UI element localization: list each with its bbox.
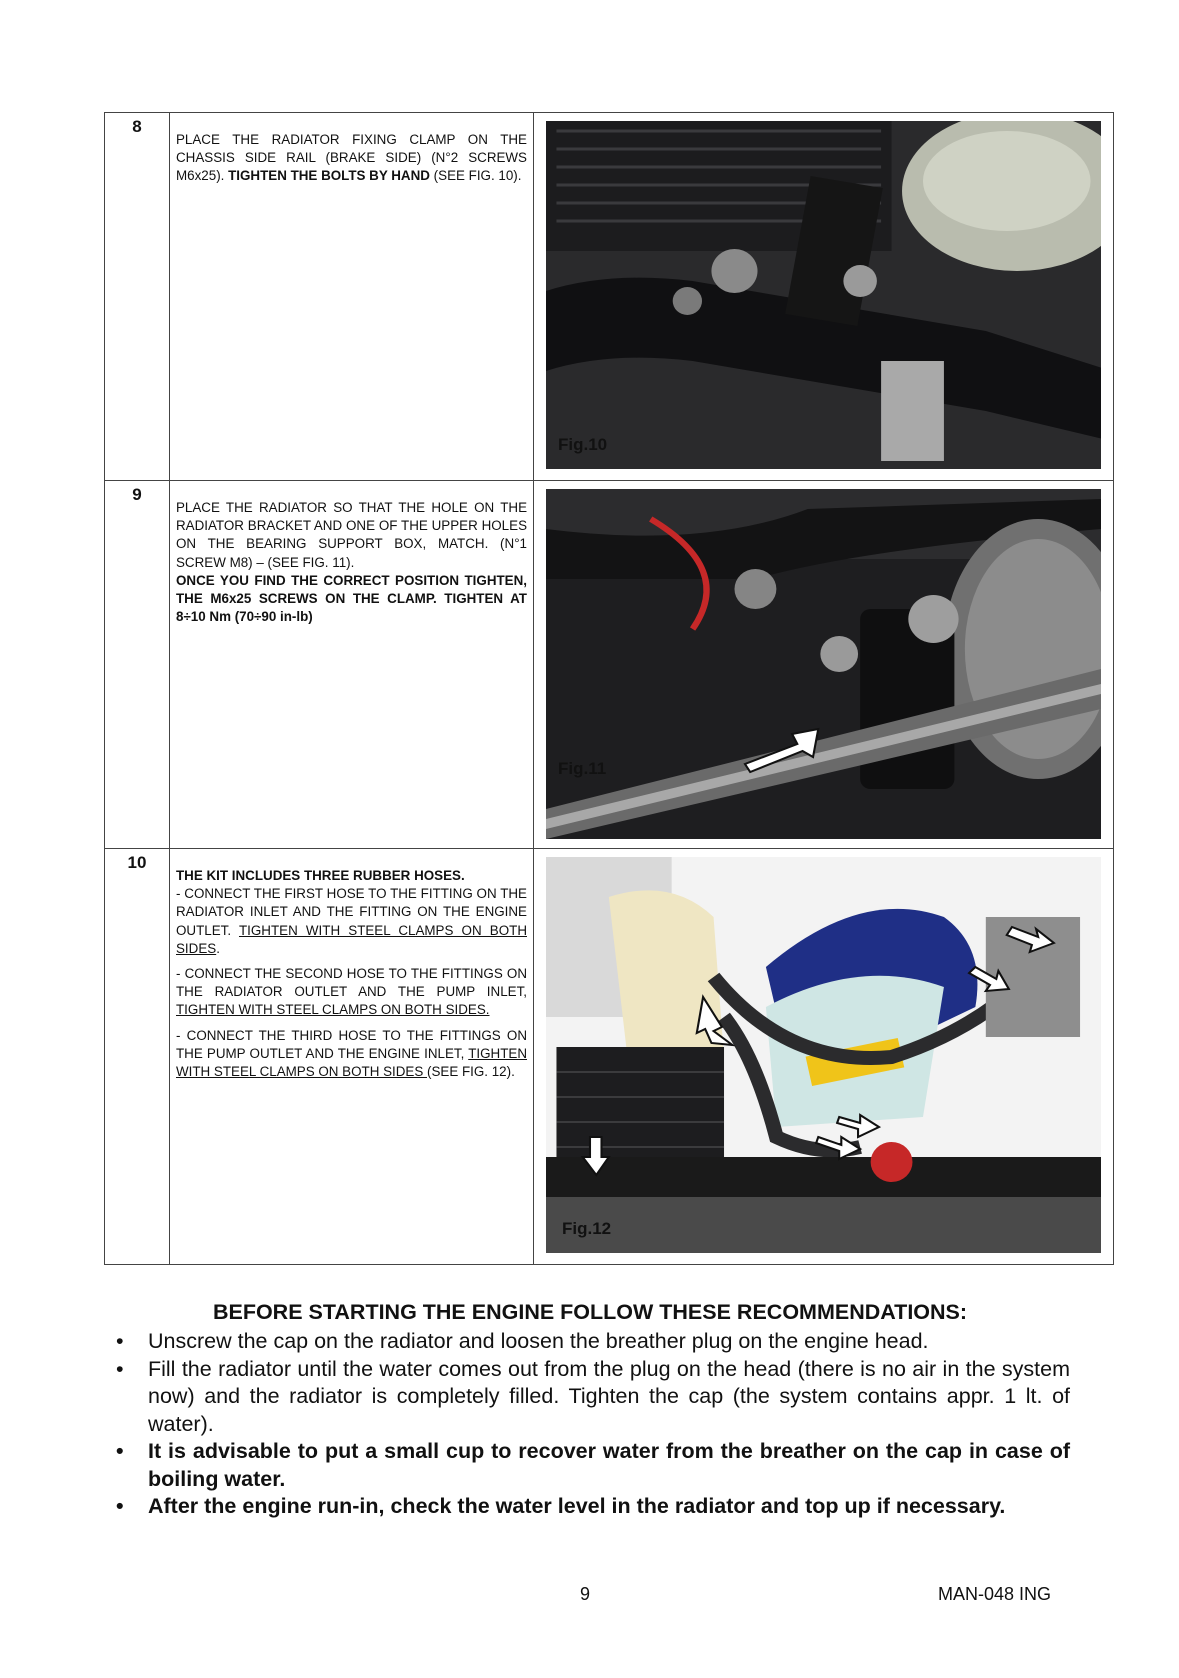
step-instructions — [170, 481, 534, 849]
step-10-fig-ref: (SEE FIG. 12). — [427, 1064, 515, 1080]
step-9-paragraph-2 — [176, 572, 527, 627]
bearing-support-image — [546, 489, 1101, 839]
step-8-bold-text: TIGHTEN THE BOLTS BY HAND — [228, 168, 430, 184]
list-item-text: After the engine run-in, check the water level in the radiator and top up if necessary. — [148, 1494, 1006, 1518]
list-item-text: It is advisable to put a small cup to recover water from the breather on the cap in case of boiling water. — [148, 1439, 1070, 1491]
step-9-paragraph-1: PLACE THE RADIATOR SO THAT THE HOLE ON THE RADIATOR BRACKET AND ONE OF THE UPPER HOLES ON THE BEARING SUPPORT BOX, MATCH. (N°1 SCREW M8) – (SEE FIG. 11). — [176, 500, 527, 570]
step-9-bold-text: ONCE YOU FIND THE CORRECT POSITION TIGHTEN, THE M6x25 SCREWS ON THE CLAMP. TIGHTEN AT 8÷10 Nm (70÷90 in-lb) — [176, 572, 527, 625]
step-instructions — [170, 113, 534, 481]
fig-12-photo — [546, 857, 1101, 1253]
bullet-icon: • — [116, 1439, 124, 1463]
step-row-10 — [105, 849, 1114, 1265]
step-row-8 — [105, 113, 1114, 481]
list-item — [104, 1328, 1070, 1356]
step-photo-cell — [534, 481, 1114, 849]
steps-table — [104, 112, 1114, 1265]
list-item-text: Unscrew the cap on the radiator and loosen the breather plug on the engine head. — [148, 1329, 929, 1353]
step-photo-cell — [534, 113, 1114, 481]
step-10-period: . — [216, 940, 220, 956]
step-10-underlined-a: TIGHTEN WITH STEEL CLAMPS ON BOTH SIDES — [176, 922, 527, 956]
hoses-kart-image — [546, 857, 1101, 1253]
figure-label: Fig.11 — [558, 759, 607, 778]
recommendations-list — [104, 1328, 1070, 1521]
bullet-icon: • — [116, 1494, 124, 1518]
step-10-underlined-c: TIGHTEN WITH STEEL CLAMPS ON BOTH SIDES — [176, 1045, 527, 1080]
recommendations-title: BEFORE STARTING THE ENGINE FOLLOW THESE RECOMMENDATIONS: — [212, 1300, 968, 1324]
step-10-underlined-b: TIGHTEN WITH STEEL CLAMPS ON BOTH SIDES. — [176, 1002, 490, 1018]
figure-label: Fig.12 — [562, 1219, 612, 1238]
figure-label: Fig.10 — [558, 435, 608, 454]
step-10-paragraph-2 — [176, 885, 527, 958]
list-item — [104, 1493, 1070, 1521]
step-10-bold-text: THE KIT INCLUDES THREE RUBBER HOSES. — [176, 868, 465, 883]
step-number: 9 — [105, 481, 170, 849]
step-10-paragraph-1 — [176, 867, 527, 885]
step-instructions — [170, 849, 534, 1265]
step-8-text: PLACE THE RADIATOR FIXING CLAMP ON THE CHASSIS SIDE RAIL (BRAKE SIDE) (N°2 SCREWS M6x25). — [176, 132, 527, 184]
list-item — [104, 1356, 1070, 1439]
list-item — [104, 1438, 1070, 1493]
fig-10-photo — [546, 121, 1101, 469]
step-10-text-c: - CONNECT THE THIRD HOSE TO THE FITTINGS ON THE PUMP OUTLET AND THE ENGINE INLET, — [176, 1027, 527, 1061]
step-10-paragraph-4 — [176, 1027, 527, 1082]
step-10-text-b: - CONNECT THE SECOND HOSE TO THE FITTINGS ON THE RADIATOR OUTLET AND THE PUMP INLET, — [176, 966, 527, 1000]
step-number: 8 — [105, 113, 170, 481]
list-item-text: Fill the radiator until the water comes out from the plug on the head (there is no air in the system now) and the radiator is completely filled. Tighten the cap (the system contains appr. 1 lt. of water). — [148, 1356, 1070, 1436]
step-row-9 — [105, 481, 1114, 849]
fig-11-photo — [546, 489, 1101, 839]
page-number: 9 — [580, 1584, 591, 1604]
step-10-paragraph-3 — [176, 965, 527, 1020]
step-10-text-a: - CONNECT THE FIRST HOSE TO THE FITTING ON THE RADIATOR INLET AND THE FITTING ON THE ENGINE OUTLET. — [176, 886, 527, 938]
step-number: 10 — [105, 849, 170, 1265]
radiator-clamp-image — [546, 121, 1101, 469]
bullet-icon: • — [116, 1356, 124, 1381]
step-photo-cell — [534, 849, 1114, 1265]
step-8-fig-ref: (SEE FIG. 10). — [429, 168, 522, 184]
document-code: MAN-048 ING — [938, 1584, 1052, 1604]
step-8-paragraph — [176, 131, 527, 186]
bullet-icon: • — [116, 1329, 124, 1353]
